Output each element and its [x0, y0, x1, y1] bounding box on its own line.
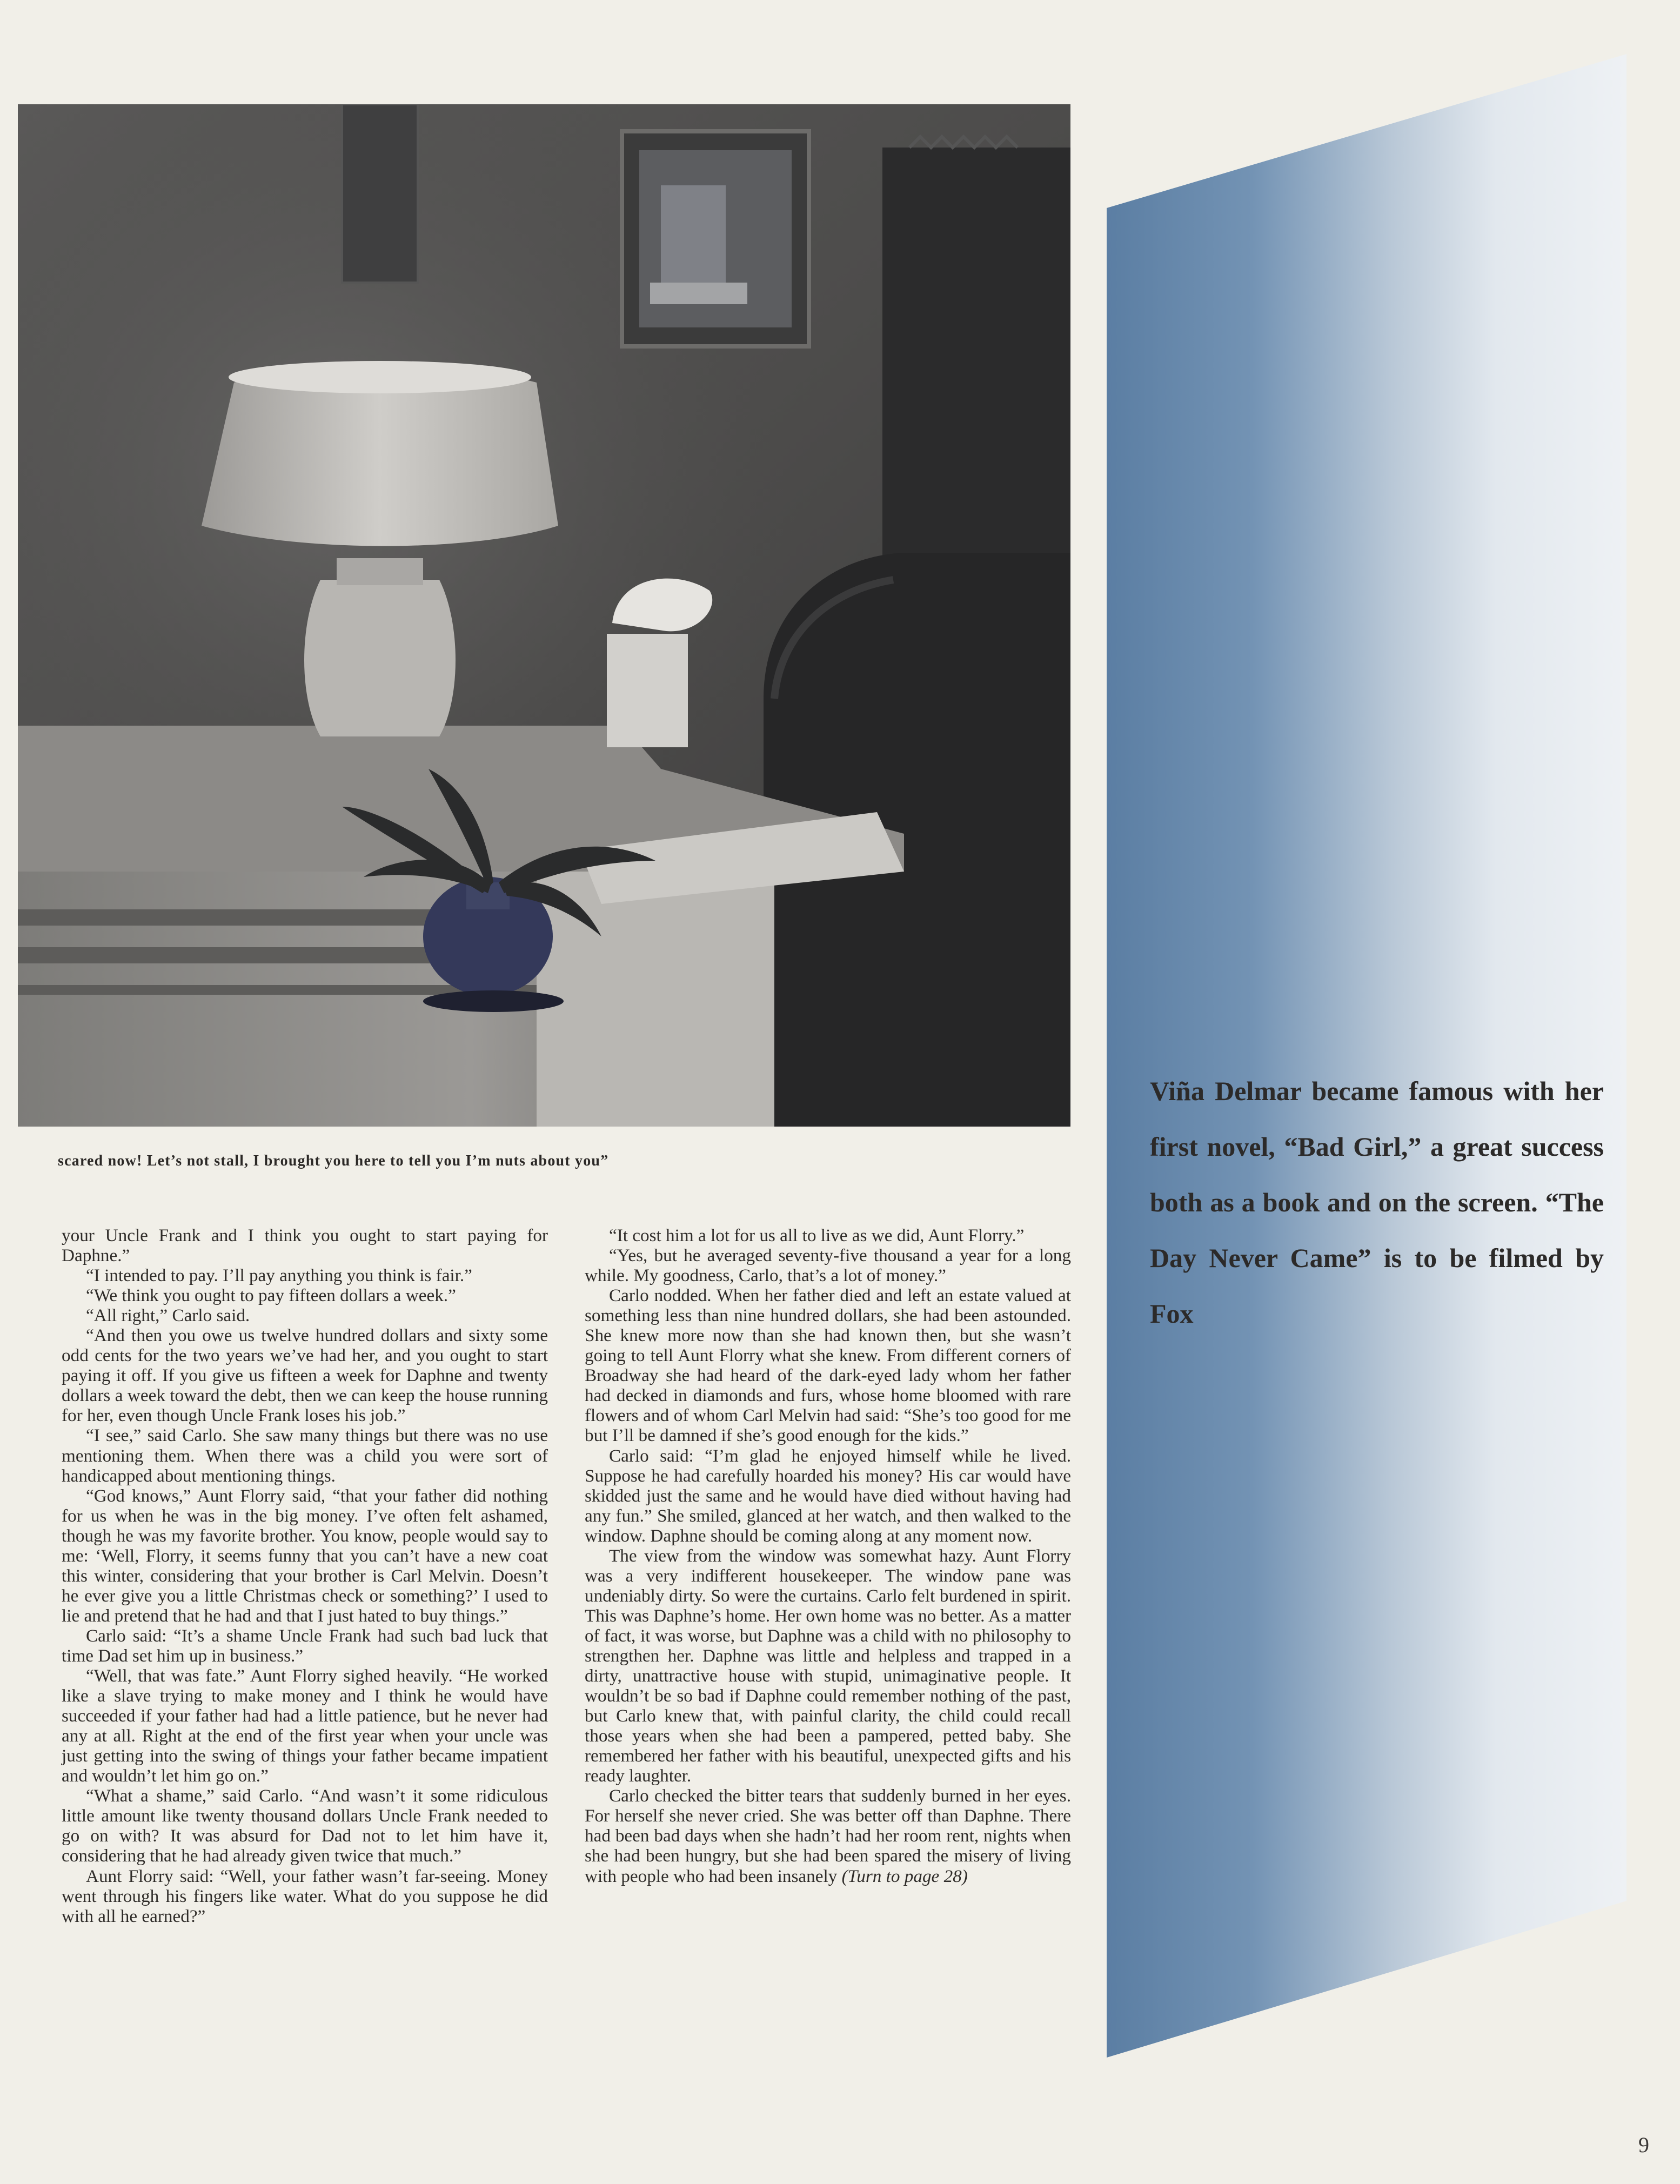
paragraph-text: Carlo checked the bitter tears that suddenly burned in her eyes. For herself she never cried. She was better off than Daphne. There had been bad days when she hadn’t had her room rent, nights when she had been hungry, but she had been spared the misery of living with people who had been insanely [585, 1786, 1071, 1886]
paragraph: “And then you owe us twelve hundred dollars and sixty some odd cents for the two years we’ve had her, and you ought to start paying it off. If you give us fifteen a week for Daphne and twenty dollars a week toward the debt, then we can keep the house running for her, even though Uncle Frank loses his job.” [62, 1325, 548, 1426]
paragraph [585, 1786, 1071, 1886]
paragraph: The view from the window was somewhat hazy. Aunt Florry was a very indifferent housekeeper. The window pane was undeniably dirty. So were the curtains. Carlo felt burdened in spirit. This was Daphne’s home. Her own home was no better. As a matter of fact, it was worse, but Daphne was a child with no philosophy to strengthen her. Daphne was little and helpless and trapped in a dirty, unattractive house with stupid, unimaginative people. It wouldn’t be so bad if Daphne could remember nothing of the past, but Carlo knew that, with painful clarity, the child could recall those years when she had been a pampered, petted baby. She remembered her father with his beautiful, unexpected gifts and his ready laughter. [585, 1545, 1071, 1786]
story-column-right [585, 1225, 1071, 1886]
paragraph: “Well, that was fate.” Aunt Florry sighed heavily. “He worked like a slave trying to make money and I think he would have succeeded if your father had had a little patience, but he never had any at all. Right at the end of the first year when your uncle was just getting into the swing of things your father became impatient and wouldn’t let him go on.” [62, 1666, 548, 1786]
continuation-note: (Turn to page 28) [841, 1866, 968, 1886]
paragraph: “I see,” said Carlo. She saw many things but there was no use mentioning them. When there was a child you were sort of handicapped about mentioning things. [62, 1425, 548, 1486]
paragraph: Carlo nodded. When her father died and left an estate valued at something less than nine hundred dollars, she had been astounded. She knew more now than she had known then, but she wasn’t going to tell Aunt Florry what she knew. From different corners of Broadway she had heard of the dark-eyed lady whom her father had decked in diamonds and furs, whose home bloomed with rare flowers and of whom Carl Melvin had said: “She’s too good for me but I’ll be damned if she’s good enough for the kids.” [585, 1285, 1071, 1446]
paragraph: “It cost him a lot for us all to live as we did, Aunt Florry.” [609, 1225, 1025, 1245]
paragraph: “I intended to pay. I’ll pay anything you think is fair.” [86, 1265, 472, 1286]
paragraph: Carlo said: “I’m glad he enjoyed himself while he lived. Suppose he had carefully hoarded his money? His car would have skidded just the same and he would have died without having had any fun.” She smiled, glanced at her watch, and then walked to the window. Daphne should be coming along at any moment now. [585, 1445, 1071, 1546]
page-number: 9 [1638, 2133, 1649, 2157]
illustration-caption: scared now! Let’s not stall, I brought you here to tell you I’m nuts about you” [58, 1153, 609, 1169]
blue-panel [1107, 54, 1632, 2058]
story-column-left [62, 1225, 548, 1926]
paragraph: “God knows,” Aunt Florry said, “that your father did nothing for us when he was in the big money. I’ve often felt ashamed, though he was my favorite brother. You know, people would say to me: ‘Well, Florry, it seems funny that you can’t have a new coat this winter, considering that your brother is Carl Melvin. Doesn’t he ever give you a little Christmas check or something?’ I used to lie and pretend that he had and that I just hated to buy things.” [62, 1485, 548, 1626]
blue-panel-shape [1107, 54, 1632, 2058]
paragraph: Aunt Florry said: “Well, your father wasn’t far-seeing. Money went through his fingers like water. What do you suppose he did with all he earned?” [62, 1866, 548, 1926]
illustration-drawing [18, 104, 1070, 1127]
story-illustration [18, 104, 1070, 1127]
author-blurb: Viña Delmar became famous with her first novel, “Bad Girl,” a great success both as a book and on the screen. “The Day Never Came” is to be filmed by Fox [1150, 1076, 1604, 1329]
paragraph: “All right,” Carlo said. [86, 1305, 250, 1326]
paragraph: “What a shame,” said Carlo. “And wasn’t it some ridiculous little amount like twenty thousand dollars Uncle Frank needed to go on with? It was absurd for Dad not to let him have it, considering that he had already given twice that much.” [62, 1786, 548, 1866]
paragraph: “Yes, but he averaged seventy-five thousand a year for a long while. My goodness, Carlo, that’s a lot of money.” [585, 1245, 1071, 1286]
paragraph: your Uncle Frank and I think you ought to start paying for Daphne.” [62, 1225, 548, 1266]
paragraph: Carlo said: “It’s a shame Uncle Frank had such bad luck that time Dad set him up in business.” [62, 1625, 548, 1666]
paragraph: “We think you ought to pay fifteen dollars a week.” [86, 1285, 456, 1306]
